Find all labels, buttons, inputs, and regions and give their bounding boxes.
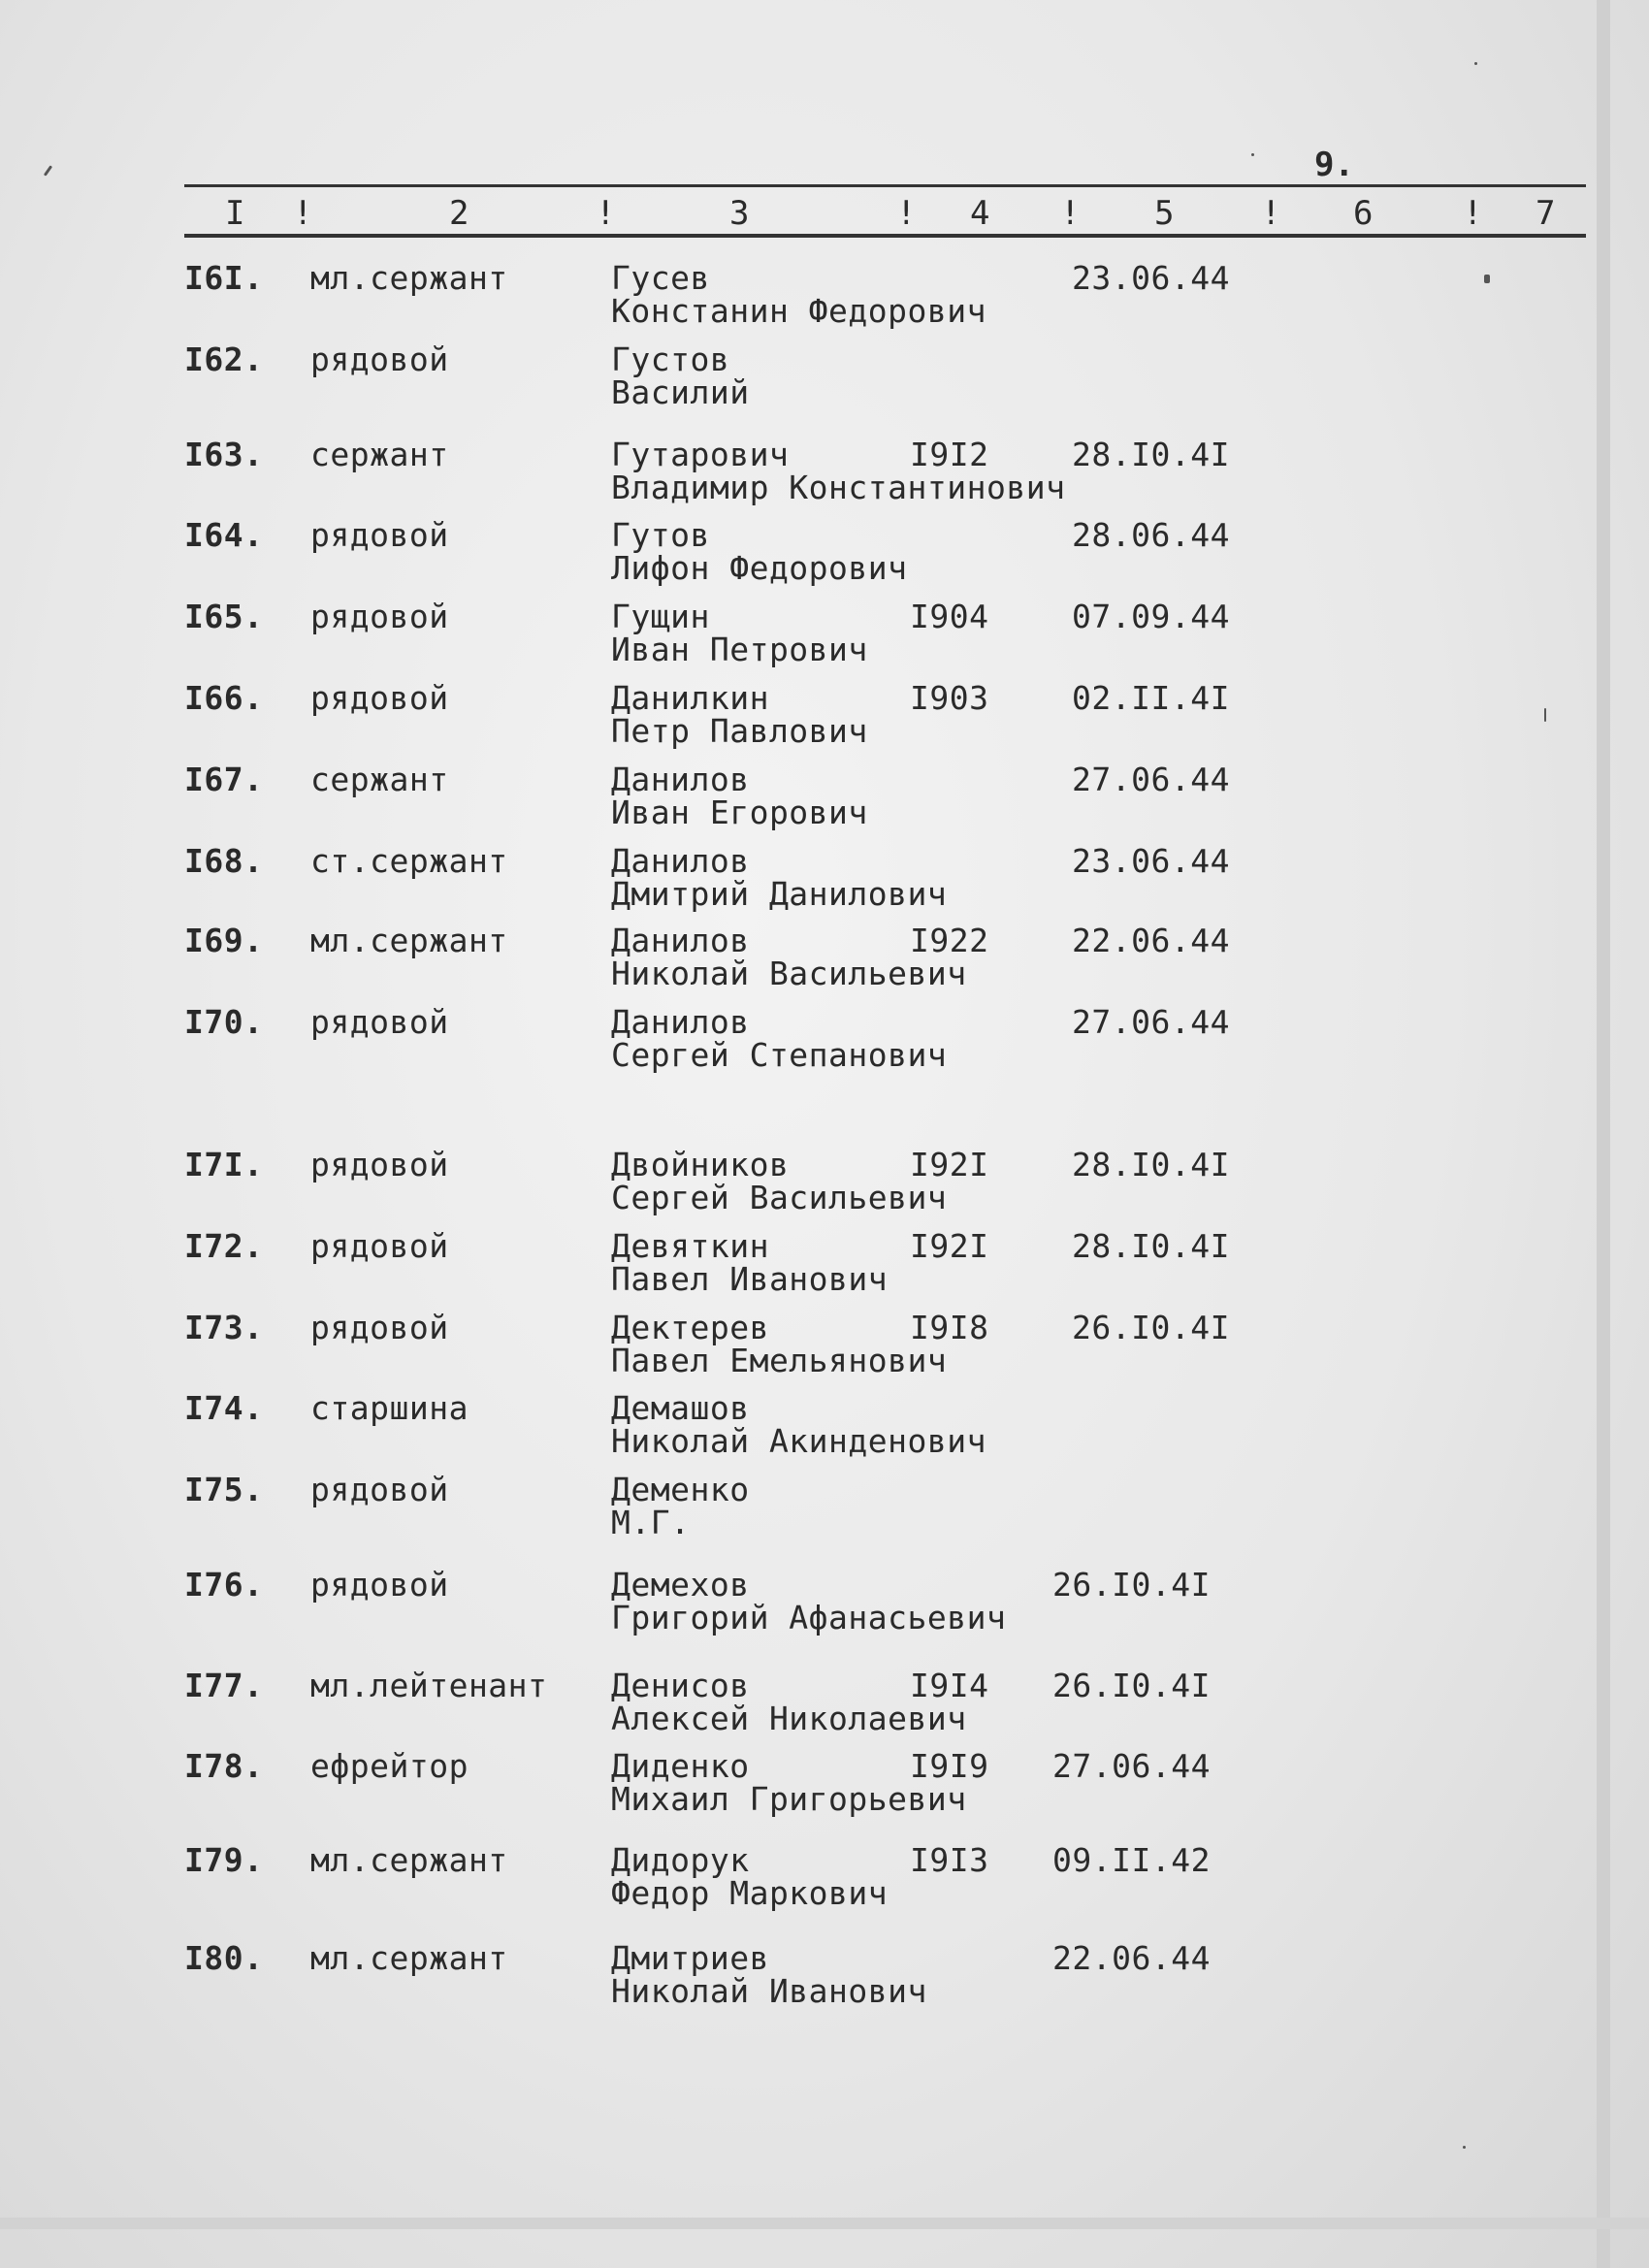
row-number: I79. [184, 1841, 264, 1879]
row-date: 22.06.44 [1072, 922, 1230, 959]
row-rank: рядовой [310, 340, 449, 378]
row-surname: Данилкин [611, 679, 769, 717]
table-row [0, 1146, 1649, 1223]
row-given-names: Сергей Степанович [611, 1036, 948, 1074]
row-surname: Денисов [611, 1667, 750, 1704]
scan-speck [1463, 2146, 1466, 2149]
row-rank: рядовой [310, 1146, 449, 1183]
row-rank: рядовой [310, 1003, 449, 1041]
row-date: 22.06.44 [1052, 1939, 1211, 1977]
scan-edge-bottom [0, 2218, 1649, 2229]
row-birth-year: I903 [910, 679, 989, 717]
header-separator: ! [1463, 194, 1483, 233]
row-given-names: Николай Иванович [611, 1972, 927, 2010]
header-col-2: 2 [449, 194, 469, 233]
row-number: I80. [184, 1939, 264, 1977]
row-date: 09.II.42 [1052, 1841, 1211, 1879]
row-number: I66. [184, 679, 264, 717]
row-date: 28.I0.4I [1072, 436, 1230, 473]
row-date: 23.06.44 [1072, 259, 1230, 297]
row-rank: рядовой [310, 598, 449, 635]
row-rank: ст.сержант [310, 842, 508, 880]
row-given-names: Николай Акинденович [611, 1422, 986, 1460]
table-row [0, 1389, 1649, 1467]
row-date: 27.06.44 [1052, 1747, 1211, 1785]
scan-speck [1544, 708, 1546, 722]
row-surname: Густов [611, 340, 730, 378]
row-rank: мл.сержант [310, 922, 508, 959]
row-given-names: Павел Иванович [611, 1260, 889, 1298]
row-given-names: Иван Егорович [611, 794, 868, 831]
header-separator: ! [1261, 194, 1281, 233]
row-date: 26.I0.4I [1072, 1309, 1230, 1346]
table-row [0, 598, 1649, 675]
row-number: I68. [184, 842, 264, 880]
scan-speck [44, 165, 52, 177]
table-row [0, 516, 1649, 594]
row-rank: старшина [310, 1389, 469, 1427]
table-row [0, 1566, 1649, 1643]
row-date: 28.I0.4I [1072, 1227, 1230, 1265]
row-given-names: Василий [611, 373, 750, 411]
row-given-names: Констанин Федорович [611, 292, 986, 330]
row-rank: рядовой [310, 1566, 449, 1604]
header-col-4: 4 [970, 194, 990, 233]
row-surname: Данилов [611, 761, 750, 798]
row-rank: рядовой [310, 1309, 449, 1346]
header-separator: ! [293, 194, 313, 233]
row-surname: Дектерев [611, 1309, 769, 1346]
header-col-6: 6 [1353, 194, 1374, 233]
table-row [0, 1939, 1649, 2017]
header-col-1: I [225, 194, 245, 233]
table-row [0, 842, 1649, 920]
scan-speck [1484, 275, 1490, 283]
row-given-names: Сергей Васильевич [611, 1179, 948, 1216]
row-surname: Гусев [611, 259, 710, 297]
row-date: 27.06.44 [1072, 761, 1230, 798]
row-number: I63. [184, 436, 264, 473]
table-row [0, 922, 1649, 999]
row-rank: ефрейтор [310, 1747, 469, 1785]
table-row [0, 1309, 1649, 1386]
header-rule-bottom [184, 234, 1586, 238]
row-surname: Дидорук [611, 1841, 750, 1879]
row-number: I64. [184, 516, 264, 554]
scan-speck [1251, 153, 1254, 156]
row-surname: Демашов [611, 1389, 750, 1427]
row-given-names: Павел Емельянович [611, 1342, 948, 1379]
row-number: I72. [184, 1227, 264, 1265]
header-rule-top [184, 184, 1586, 187]
table-row [0, 436, 1649, 513]
table-row [0, 340, 1649, 418]
table-row [0, 259, 1649, 337]
row-surname: Гутов [611, 516, 710, 554]
row-birth-year: I922 [910, 922, 989, 959]
row-surname: Данилов [611, 842, 750, 880]
table-row [0, 1841, 1649, 1919]
row-surname: Данилов [611, 922, 750, 959]
row-date: 07.09.44 [1072, 598, 1230, 635]
table-row [0, 761, 1649, 838]
row-given-names: Петр Павлович [611, 712, 868, 750]
row-number: I77. [184, 1667, 264, 1704]
row-surname: Двойников [611, 1146, 790, 1183]
header-col-5: 5 [1154, 194, 1175, 233]
row-date: 23.06.44 [1072, 842, 1230, 880]
row-rank: мл.сержант [310, 1841, 508, 1879]
row-date: 27.06.44 [1072, 1003, 1230, 1041]
row-number: I62. [184, 340, 264, 378]
table-row [0, 1003, 1649, 1081]
row-number: I70. [184, 1003, 264, 1041]
row-number: I73. [184, 1309, 264, 1346]
header-col-7: 7 [1536, 194, 1556, 233]
row-rank: сержант [310, 436, 449, 473]
row-given-names: Николай Васильевич [611, 955, 967, 992]
row-rank: рядовой [310, 1227, 449, 1265]
row-given-names: Григорий Афанасьевич [611, 1599, 1007, 1636]
row-number: I69. [184, 922, 264, 959]
row-number: I7I. [184, 1146, 264, 1183]
row-given-names: Дмитрий Данилович [611, 875, 948, 913]
row-number: I78. [184, 1747, 264, 1785]
header-separator: ! [1060, 194, 1081, 233]
row-date: 28.06.44 [1072, 516, 1230, 554]
row-rank: сержант [310, 761, 449, 798]
row-number: I76. [184, 1566, 264, 1604]
row-surname: Гутарович [611, 436, 790, 473]
scan-speck [1474, 62, 1477, 65]
row-birth-year: I904 [910, 598, 989, 635]
row-rank: мл.сержант [310, 1939, 508, 1977]
row-surname: Девяткин [611, 1227, 769, 1265]
row-rank: мл.лейтенант [310, 1667, 548, 1704]
row-given-names: Иван Петрович [611, 631, 868, 668]
header-col-3: 3 [729, 194, 750, 233]
row-birth-year: I9I4 [910, 1667, 989, 1704]
page-number: 9. [1314, 146, 1354, 184]
row-birth-year: I92I [910, 1146, 989, 1183]
row-surname: Данилов [611, 1003, 750, 1041]
row-rank: рядовой [310, 679, 449, 717]
row-date: 28.I0.4I [1072, 1146, 1230, 1183]
row-surname: Демехов [611, 1566, 750, 1604]
row-given-names: Алексей Николаевич [611, 1700, 967, 1737]
table-row [0, 1471, 1649, 1548]
table-row [0, 1747, 1649, 1825]
row-number: I74. [184, 1389, 264, 1427]
row-surname: Гущин [611, 598, 710, 635]
row-surname: Деменко [611, 1471, 750, 1508]
row-number: I6I. [184, 259, 264, 297]
row-date: 02.II.4I [1072, 679, 1230, 717]
table-row [0, 1667, 1649, 1744]
row-date: 26.I0.4I [1052, 1566, 1211, 1604]
row-surname: Диденко [611, 1747, 750, 1785]
row-birth-year: I9I9 [910, 1747, 989, 1785]
row-birth-year: I9I3 [910, 1841, 989, 1879]
header-separator: ! [896, 194, 917, 233]
row-given-names: Лифон Федорович [611, 549, 908, 587]
row-surname: Дмитриев [611, 1939, 769, 1977]
row-rank: рядовой [310, 516, 449, 554]
row-birth-year: I9I2 [910, 436, 989, 473]
table-row [0, 679, 1649, 757]
row-rank: мл.сержант [310, 259, 508, 297]
row-given-names: Федор Маркович [611, 1874, 889, 1912]
row-given-names: Михаил Григорьевич [611, 1780, 967, 1818]
row-date: 26.I0.4I [1052, 1667, 1211, 1704]
table-row [0, 1227, 1649, 1305]
row-birth-year: I9I8 [910, 1309, 989, 1346]
row-number: I65. [184, 598, 264, 635]
row-given-names: М.Г. [611, 1504, 691, 1541]
row-number: I75. [184, 1471, 264, 1508]
row-birth-year: I92I [910, 1227, 989, 1265]
header-separator: ! [596, 194, 616, 233]
row-given-names: Владимир Константинович [611, 469, 1066, 506]
row-number: I67. [184, 761, 264, 798]
row-rank: рядовой [310, 1471, 449, 1508]
